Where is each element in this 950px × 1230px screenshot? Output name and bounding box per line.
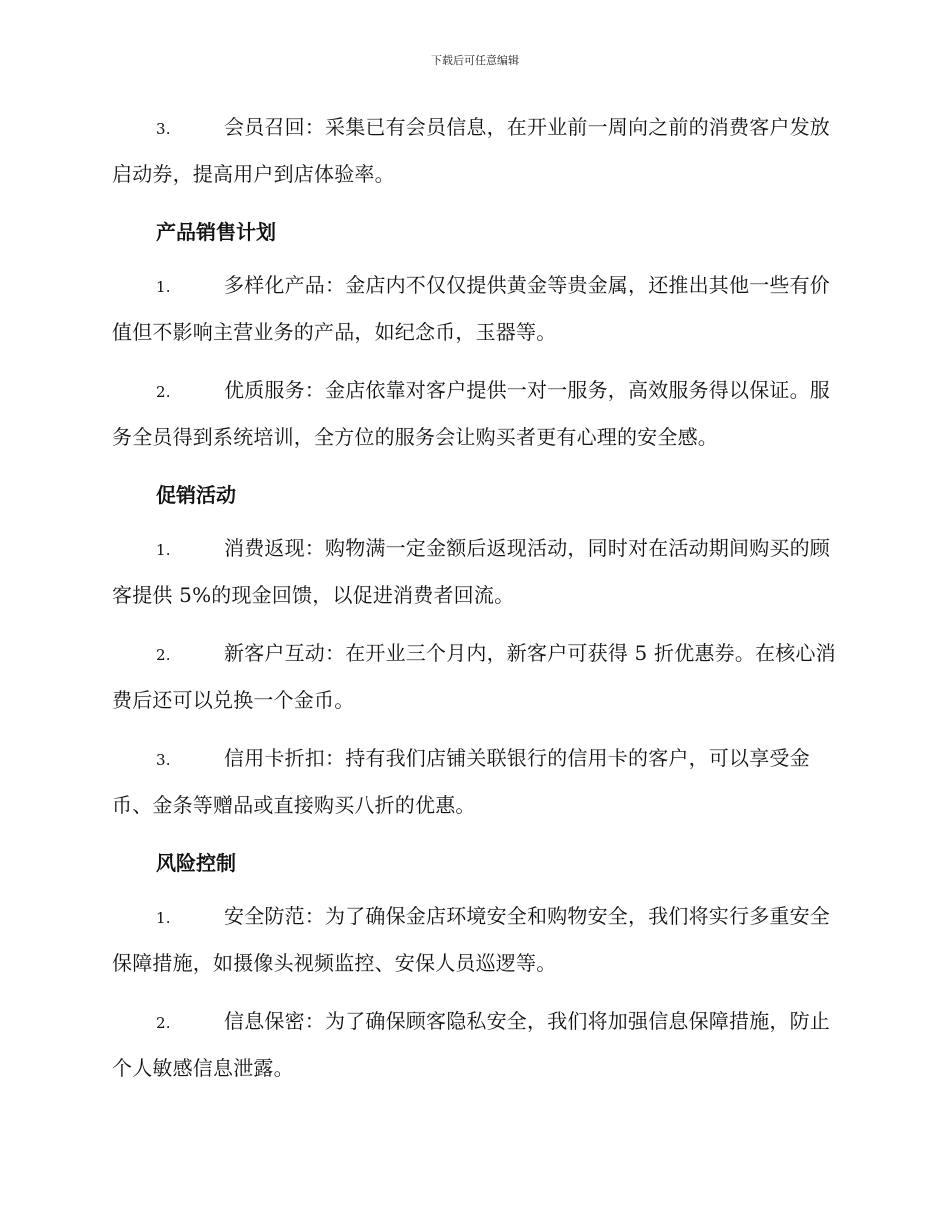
document-body	[112, 105, 838, 1104]
section-heading-product-sales: 产品销售计划	[156, 220, 276, 244]
item-number: 3.	[156, 120, 171, 138]
item-text: 消费返现：购物满一定金额后返现活动，同时对在活动期间购买的顾客提供 5%的现金回馈，以促进消费者回流。	[112, 536, 830, 607]
list-item	[112, 368, 838, 460]
list-item	[112, 894, 838, 986]
item-number: 1.	[156, 541, 171, 559]
list-item	[112, 105, 838, 197]
list-item	[112, 736, 838, 828]
item-number: 2.	[156, 646, 171, 664]
list-item	[112, 999, 838, 1091]
list-item	[112, 263, 838, 355]
item-number: 2.	[156, 383, 171, 401]
item-number: 1.	[156, 909, 171, 927]
section-heading-promotion: 促销活动	[156, 483, 236, 507]
item-text: 多样化产品：金店内不仅仅提供黄金等贵金属，还推出其他一些有价值但不影响主营业务的产品，如纪念币，玉器等。	[112, 273, 830, 344]
item-text: 信息保密：为了确保顾客隐私安全，我们将加强信息保障措施，防止个人敏感信息泄露。	[112, 1009, 830, 1080]
item-number: 2.	[156, 1014, 171, 1032]
item-text: 新客户互动：在开业三个月内，新客户可获得 5 折优惠券。在核心消费后还可以兑换一个金币。	[112, 641, 836, 712]
item-text: 信用卡折扣：持有我们店铺关联银行的信用卡的客户，可以享受金币、金条等赠品或直接购买八折的优惠。	[112, 746, 810, 817]
list-item	[112, 526, 838, 618]
item-text: 会员召回：采集已有会员信息，在开业前一周向之前的消费客户发放启动券，提高用户到店体验率。	[112, 115, 830, 186]
item-number: 1.	[156, 278, 171, 296]
item-text: 优质服务：金店依靠对客户提供一对一服务，高效服务得以保证。服务全员得到系统培训，全方位的服务会让购买者更有心理的安全感。	[112, 378, 830, 449]
item-number: 3.	[156, 751, 171, 769]
list-item	[112, 631, 838, 723]
item-text: 安全防范：为了确保金店环境安全和购物安全，我们将实行多重安全保障措施，如摄像头视频监控、安保人员巡逻等。	[112, 904, 830, 975]
section-heading-risk: 风险控制	[156, 851, 236, 875]
page-header: 下载后可任意编辑	[431, 54, 519, 67]
